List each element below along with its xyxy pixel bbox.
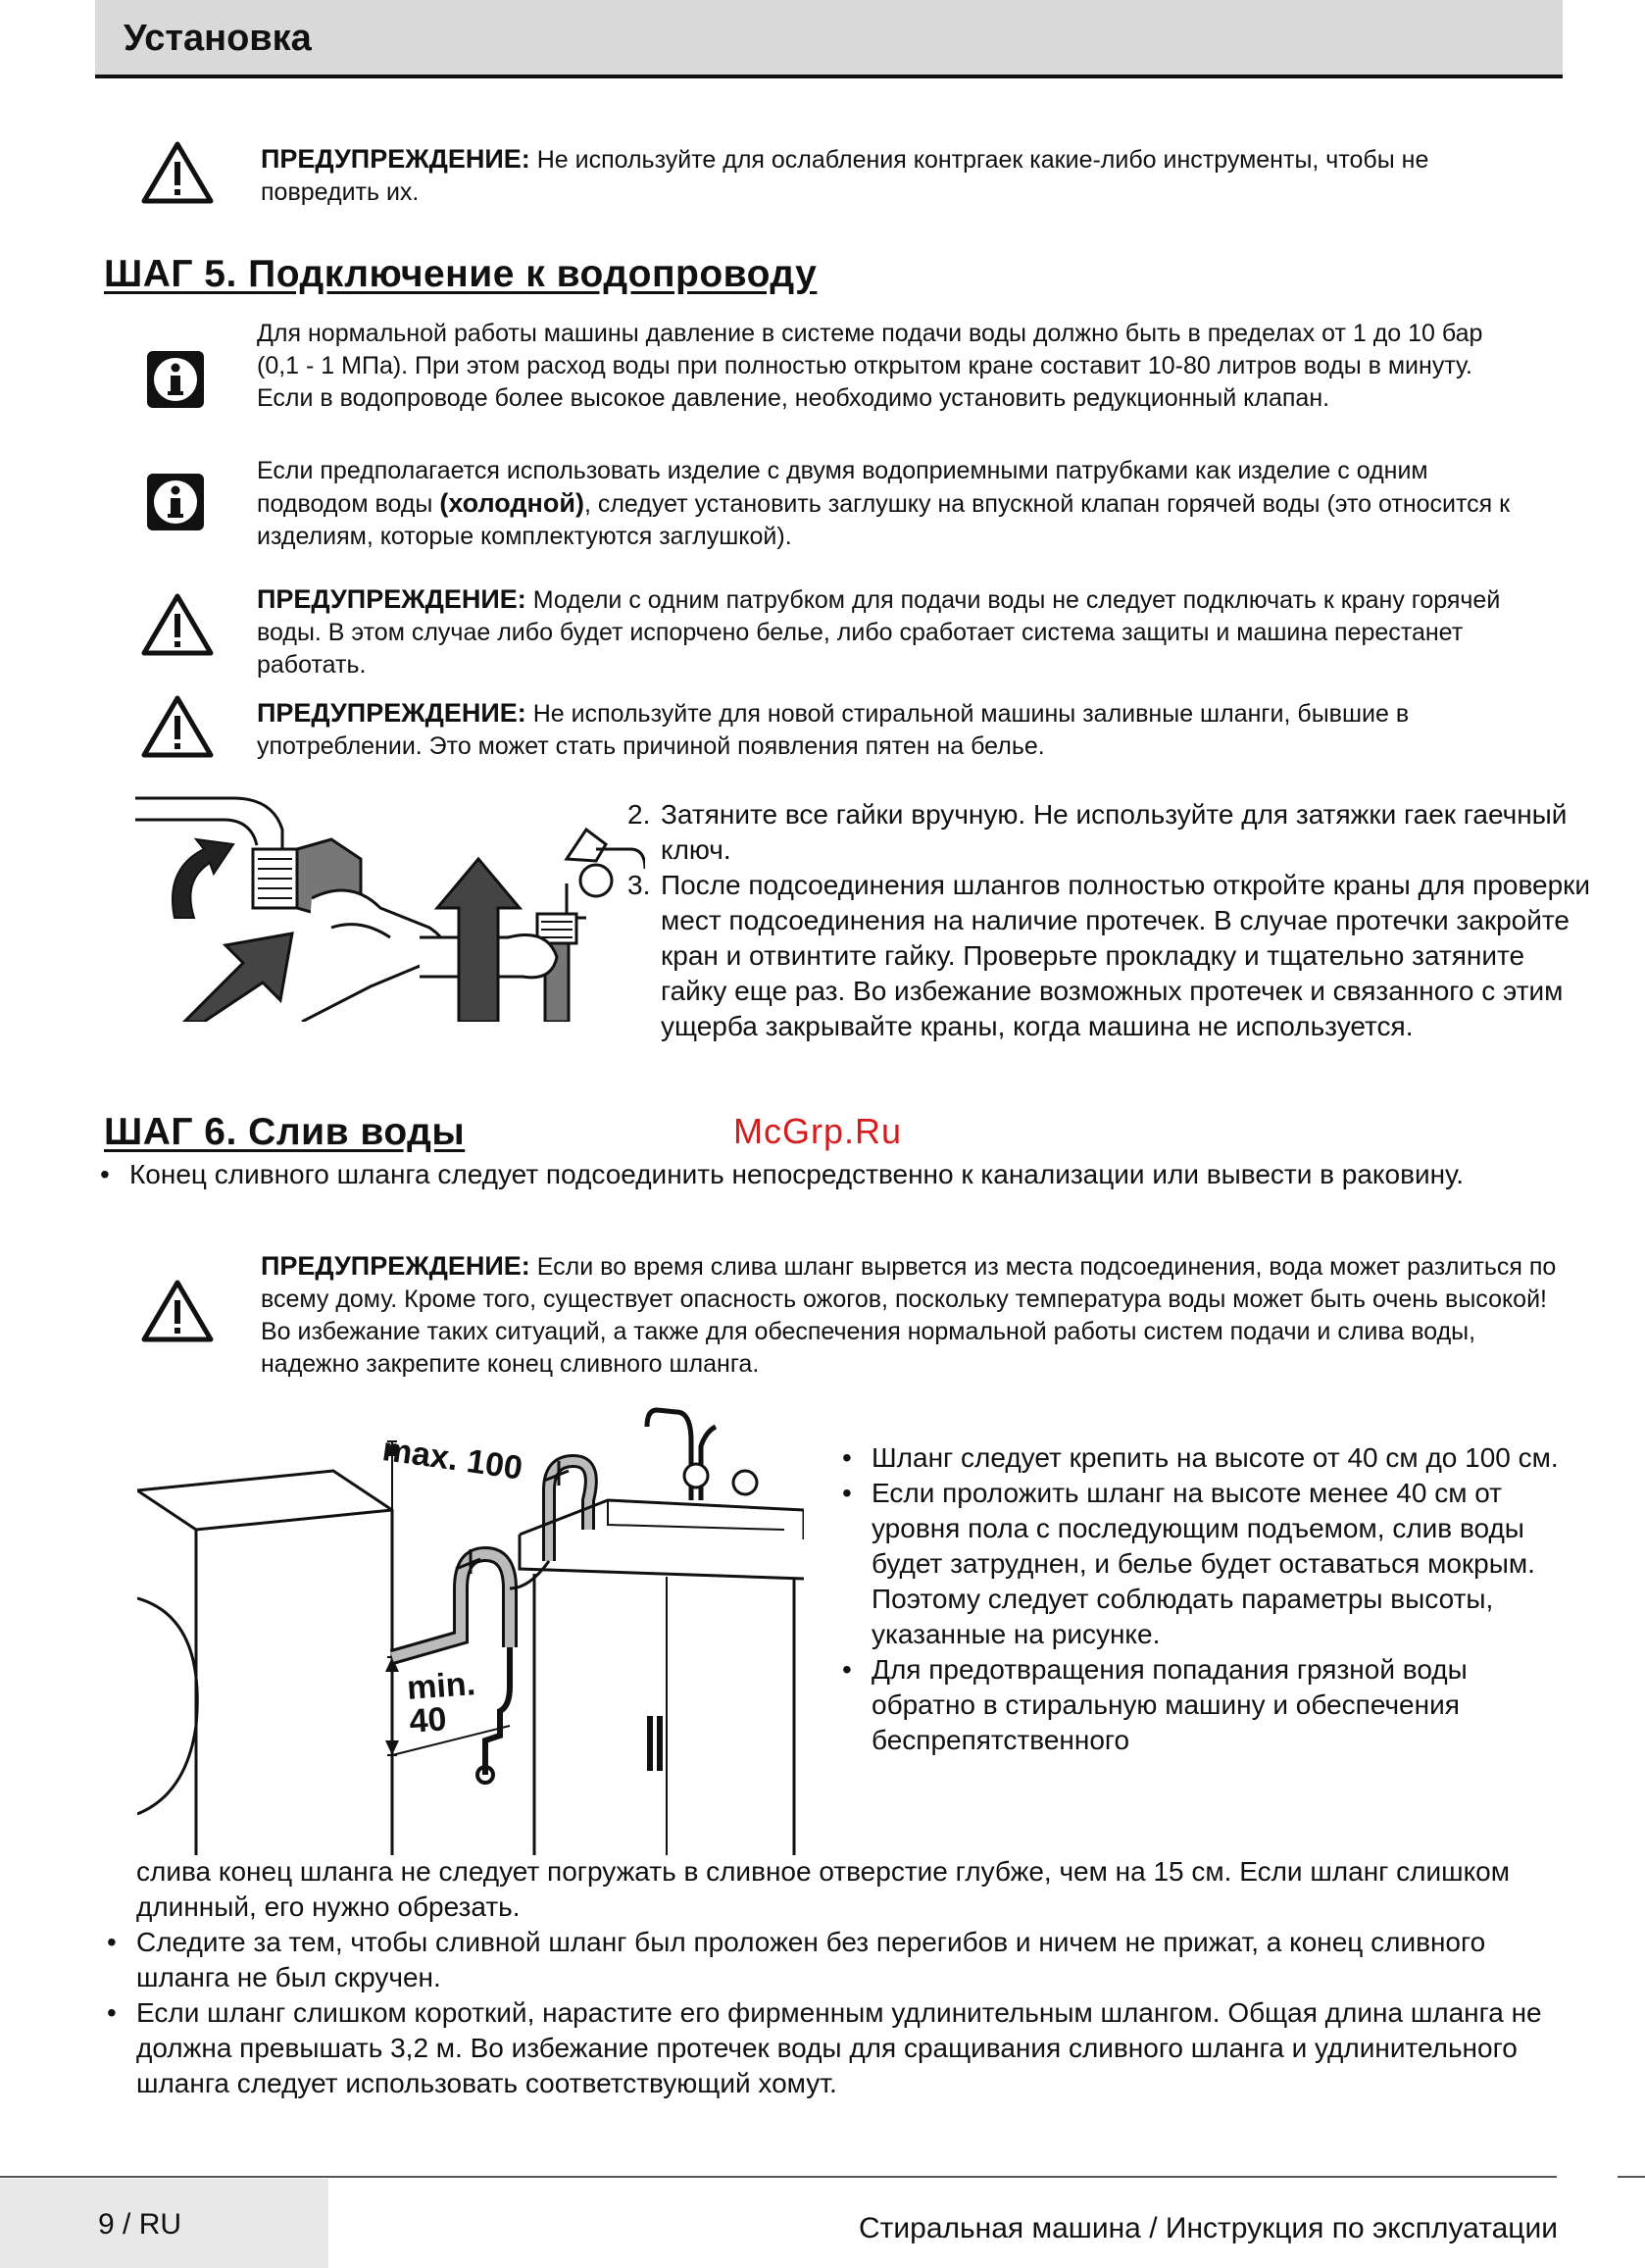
- list-item: • Следите за тем, чтобы сливной шланг был проложен без перегибов и ничем не прижат, а конец сливного шланга не был скручен.: [103, 1925, 1583, 1995]
- warning-icon: [140, 140, 215, 205]
- drain-bottom-bullets: [103, 1925, 1583, 2101]
- warning-icon: [140, 1279, 215, 1343]
- max-height-label: max. 100: [379, 1431, 525, 1487]
- step5-instructions: [627, 797, 1593, 1044]
- info-icon: [147, 474, 204, 530]
- step6-intro: [96, 1157, 1586, 1192]
- warning-icon: [140, 592, 215, 657]
- list-item: • Для предотвращения попадания грязной воды обратно в стиральную машину и обеспечения беспрепятственного: [838, 1652, 1564, 1758]
- min-height-label: min. 40: [405, 1665, 477, 1740]
- list-item: • Если проложить шланг на высоте менее 40 см от уровня пола с последующим подъемом, слив воды будет затруднен, и белье будет оставаться мокрым. Поэтому следует соблюдать параметры высоты, указанные на рисунке.: [838, 1476, 1564, 1652]
- list-item: • Шланг следует крепить на высоте от 40 см до 100 см.: [838, 1440, 1564, 1476]
- warning-hot-water: ПРЕДУПРЕЖДЕНИЕ: Модели с одним патрубком для подачи воды не следует подключать к крану горячей воды. В этом случае либо будет испорчено белье, либо сработает система защиты и машина перестанет работать.: [257, 584, 1501, 679]
- watermark: McGrp.Ru: [733, 1111, 903, 1151]
- warning-icon: [140, 694, 215, 759]
- warning-label: ПРЕДУПРЕЖДЕНИЕ:: [261, 144, 530, 174]
- header-bar: [95, 0, 1563, 78]
- warning-text: Не используйте для ослабления контргаек какие-либо инструменты, чтобы не повредить их.: [261, 146, 1429, 206]
- footer-divider: [0, 2176, 1557, 2178]
- warning-drain: ПРЕДУПРЕЖДЕНИЕ: Если во время слива шланг вырвется из места подсоединения, вода может разлиться по всему дому. Кроме того, существует опасность ожогов, поскольку температура воды может быть очень высокой! Во избежание таких ситуаций, а также для обеспечения нормальной работы систем подачи и слива воды, надежно закрепите конец сливного шланга.: [261, 1251, 1557, 1378]
- list-item: 2. Затяните все гайки вручную. Не используйте для затяжки гаек гаечный ключ.: [627, 799, 1568, 865]
- warning-used-hoses: ПРЕДУПРЕЖДЕНИЕ: Не используйте для новой стиральной машины заливные шланги, бывшие в употреблении. Это может стать причиной появления пятен на белье.: [257, 698, 1410, 760]
- info-pressure: Для нормальной работы машины давление в системе подачи воды должно быть в пределах от 1 до 10 бар (0,1 - 1 МПа). При этом расход воды при полностью открытом кране составит 10-80 литров воды в минуту. Если в водопроводе более высокое давление, необходимо установить редукционный клапан.: [257, 320, 1483, 412]
- hose-connection-illustration: [135, 790, 645, 1022]
- page-title: Установка: [124, 18, 312, 59]
- footer-title: Стиральная машина / Инструкция по эксплуатации: [858, 2212, 1558, 2244]
- page-number: 9 / RU: [98, 2208, 182, 2241]
- list-item: • Конец сливного шланга следует подсоединить непосредственно к канализации или вывести в раковину.: [96, 1157, 1586, 1192]
- info-icon: [147, 351, 204, 408]
- warning-top: [261, 143, 1525, 209]
- list-item: • Если шланг слишком короткий, нарастите его фирменным удлинительным шлангом. Общая длина шланга не должна превышать 3,2 м. Во избежание протечек воды для сращивания сливного шланга и удлинительного шланга следует использовать соответствующий хомут.: [103, 1995, 1583, 2101]
- info-cold-water: Если предполагается использовать изделие с двумя водоприемными патрубками как изделие с одним подводом воды (холодной), следует установить заглушку на впускной клапан горячей воды (это относится к изделиям, которые комплектуются заглушкой).: [257, 457, 1511, 550]
- drain-side-bullets: [838, 1440, 1564, 1758]
- step5-heading: ШАГ 5. Подключение к водопроводу: [104, 253, 818, 295]
- step6-heading: ШАГ 6. Слив воды: [104, 1111, 466, 1153]
- drain-continuation: слива конец шланга не следует погружать в сливное отверстие глубже, чем на 15 см. Если шланг слишком длинный, его нужно обрезать.: [136, 1856, 1510, 1922]
- footer-divider: [1618, 2176, 1645, 2178]
- list-item: 3. После подсоединения шлангов полностью откройте краны для проверки мест подсоединения на наличие протечек. В случае протечки закройте кран и отвинтите гайку. Проверьте прокладку и тщательно затяните гайку еще раз. Во избежание возможных протечек и связанного с этим ущерба закрывайте краны, когда машина не используется.: [627, 870, 1591, 1041]
